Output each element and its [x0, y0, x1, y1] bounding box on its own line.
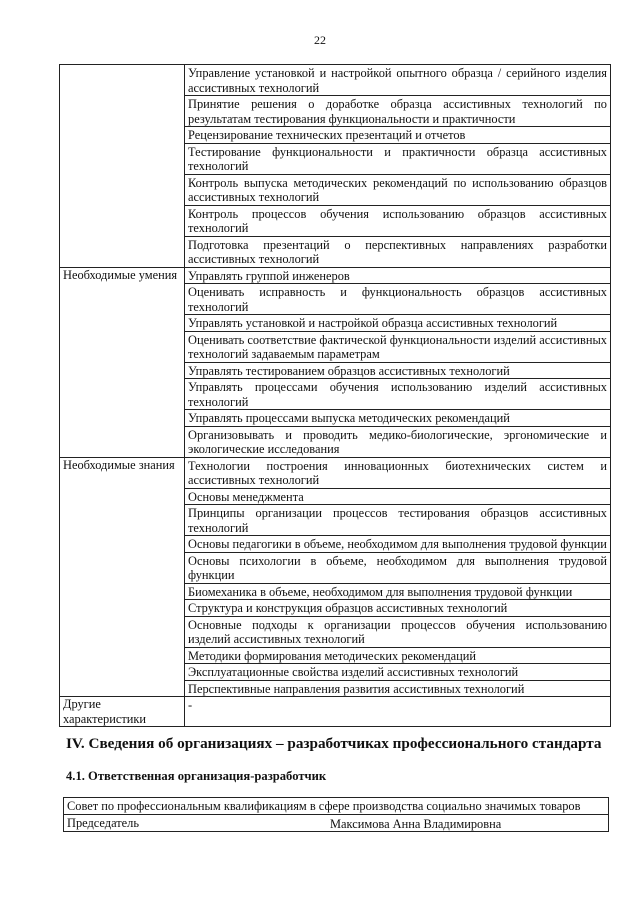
items-cell — [185, 267, 611, 457]
list-item: Управлять группой инженеров — [185, 268, 610, 285]
table-row — [64, 798, 609, 815]
page-number: 22 — [314, 33, 326, 47]
list-item: Подготовка презентаций о перспективных направлениях разработки ассистивных технологий — [188, 237, 607, 266]
skills-label: Необходимые умения — [60, 267, 185, 457]
list-item: Биомеханика в объеме, необходимом для выполнения трудовой функции — [185, 584, 610, 601]
items-cell — [185, 697, 611, 727]
knowledge-label: Необходимые знания — [60, 457, 185, 697]
list-item: Оценивать исправность и функциональность образцов ассистивных технологий — [185, 284, 610, 315]
list-item: Структура и конструкция образцов ассистивных технологий — [185, 600, 610, 617]
table-row-skills — [60, 267, 611, 457]
list-item: Управлять процессами обучения использованию изделий ассистивных технологий — [185, 379, 610, 410]
list-item: Организовывать и проводить медико-биологические, эргономические и экологические исследования — [188, 427, 607, 456]
chair-cell — [64, 815, 609, 832]
list-item: Основные подходы к организации процессов обучения использованию изделий ассистивных технологий — [185, 617, 610, 648]
list-item: Оценивать соответствие фактической функциональности изделий ассистивных технологий задаваемым параметрам — [185, 332, 610, 363]
chair-name: Максимова Анна Владимировна — [330, 817, 502, 831]
list-item: Перспективные направления развития ассистивных технологий — [188, 681, 525, 696]
list-item: Рецензирование технических презентаций и отчетов — [185, 127, 610, 144]
list-item: Управление установкой и настройкой опытного образца / серийного изделия ассистивных технологий — [185, 65, 610, 96]
list-item: Управлять установкой и настройкой образца ассистивных технологий — [185, 315, 610, 332]
other-label: Другие характеристики — [60, 697, 185, 727]
labor-function-table — [59, 64, 611, 727]
list-item: Тестирование функциональности и практичности образца ассистивных технологий — [185, 144, 610, 175]
list-item: Управлять тестированием образцов ассистивных технологий — [185, 363, 610, 380]
section-title: IV. Сведения об организациях – разработчиках профессионального стандарта — [66, 735, 602, 752]
table-row — [64, 815, 609, 832]
organization-name: Совет по профессиональным квалификациям в сфере производства социально значимых товаров — [64, 798, 609, 815]
empty-label-cell — [60, 65, 185, 268]
list-item: Технологии построения инновационных биотехнических систем и ассистивных технологий — [185, 458, 610, 489]
list-item: Принципы организации процессов тестирования образцов ассистивных технологий — [185, 505, 610, 536]
list-item: Принятие решения о доработке образца ассистивных технологий по результатам тестирования функциональности и практичности — [185, 96, 610, 127]
list-item: Основы педагогики в объеме, необходимом для выполнения трудовой функции — [185, 536, 610, 553]
list-item: Основы менеджмента — [185, 489, 610, 506]
list-item: Контроль выпуска методических рекомендаций по использованию образцов ассистивных технологий — [185, 175, 610, 206]
chair-label: Председатель — [67, 816, 140, 830]
other-value: - — [188, 698, 193, 712]
subsection-title: 4.1. Ответственная организация-разработчик — [66, 769, 327, 783]
table-row-other — [60, 697, 611, 727]
list-item: Управлять процессами выпуска методических рекомендаций — [185, 410, 610, 427]
list-item: Эксплуатационные свойства изделий ассистивных технологий — [185, 664, 610, 681]
organization-table — [63, 797, 609, 832]
items-cell — [185, 457, 611, 697]
list-item: Основы психологии в объеме, необходимом для выполнения трудовой функции — [185, 553, 610, 584]
items-cell — [185, 65, 611, 268]
list-item: Контроль процессов обучения использованию образцов ассистивных технологий — [185, 206, 610, 237]
table-row-knowledge — [60, 457, 611, 697]
table-row-continued — [60, 65, 611, 268]
list-item: Методики формирования методических рекомендаций — [185, 648, 610, 665]
